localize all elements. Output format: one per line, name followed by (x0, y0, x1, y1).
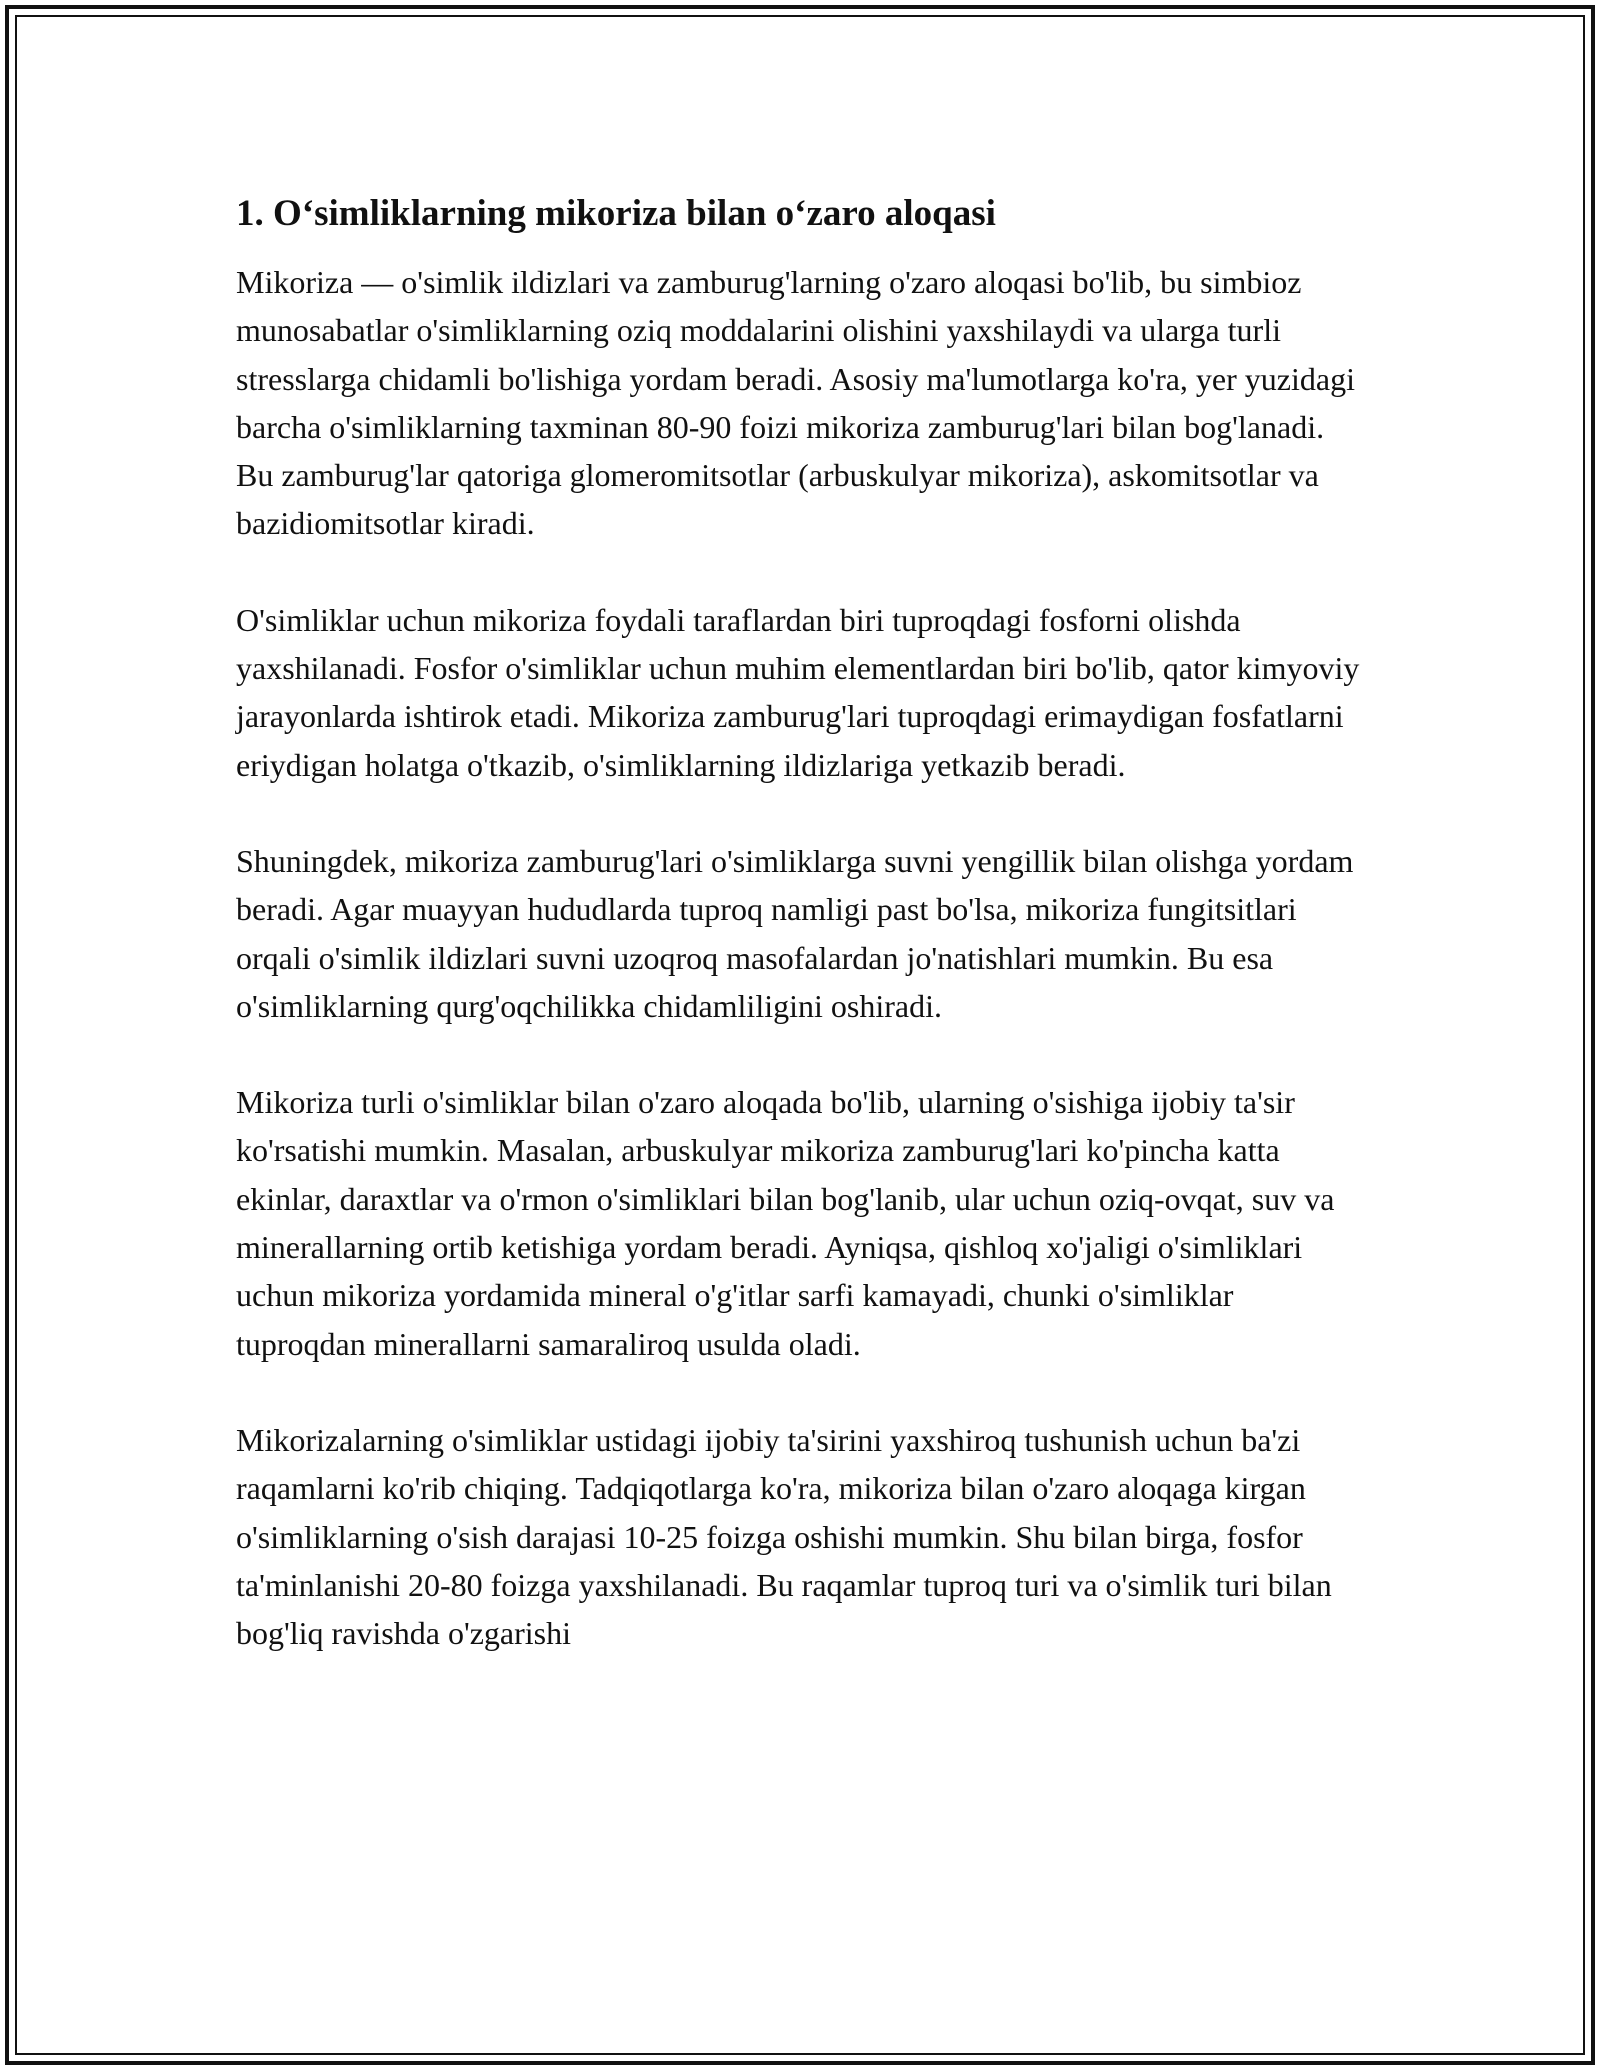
paragraph-5: Mikorizalarning o'simliklar ustidagi ijobiy ta'sirini yaxshiroq tushunish uchun ba'zi raqamlarni ko'rib chiqing. Tadqiqotlarga ko'ra, mikoriza bilan o'zaro aloqaga kirgan o'simliklarning o'sish darajasi 10-25 foizga oshishi mumkin. Shu bilan birga, fosfor ta'minlanishi 20-80 foizga yaxshilanadi. Bu raqamlar tuproq turi va o'simlik turi bilan bog'liq ravishda o'zgarishi (236, 1421, 1332, 1652)
section-heading: 1. O‘simliklarning mikoriza bilan o‘zaro aloqasi (236, 193, 996, 234)
paragraph-1: Mikoriza — o'simlik ildizlari va zamburug'larning o'zaro aloqasi bo'lib, bu simbioz munosabatlar o'simliklarning oziq moddalarini olishini yaxshilaydi va ularga turli stresslarga chidamli bo'lishiga yordam beradi. Asosiy ma'lumotlarga ko'ra, yer yuzidagi barcha o'simliklarning taxminan 80-90 foizi mikoriza zamburug'lari bilan bog'lanadi. Bu zamburug'lar qatoriga glomeromitsotlar (arbuskulyar mikoriza), askomitsotlar va bazidiomitsotlar kiradi. (236, 264, 1355, 542)
paragraph-4: Mikoriza turli o'simliklar bilan o'zaro aloqada bo'lib, ularning o'sishiga ijobiy ta'sir ko'rsatishi mumkin. Masalan, arbuskulyar mikoriza zamburug'lari ko'pincha katta ekinlar, daraxtlar va o'rmon o'simliklari bilan bog'lanib, ular uchun oziq-ovqat, suv va minerallarning ortib ketishiga yordam beradi. Ayniqsa, qishloq xo'jaligi o'simliklari uchun mikoriza yordamida mineral o'g'itlar sarfi kamayadi, chunki o'simliklar tuproqdan minerallarni samaraliroq usulda oladi. (236, 1084, 1335, 1362)
paragraph-3: Shuningdek, mikoriza zamburug'lari o'simliklarga suvni yengillik bilan olishga yordam beradi. Agar muayyan hududlarda tuproq namligi past bo'lsa, mikoriza fungitsitlari orqali o'simlik ildizlari suvni uzoqroq masofalardan jo'natishlari mumkin. Bu esa o'simliklarning qurg'oqchilikka chidamliligini oshiradi. (236, 842, 1354, 1024)
document-body (236, 190, 1366, 1705)
paragraph-2: O'simliklar uchun mikoriza foydali taraflardan biri tuproqdagi fosforni olishda yaxshilanadi. Fosfor o'simliklar uchun muhim elementlardan biri bo'lib, qator kimyoviy jarayonlarda ishtirok etadi. Mikoriza zamburug'lari tuproqdagi erimaydigan fosfatlarni eriydigan holatga o'tkazib, o'simliklarning ildizlariga yetkazib beradi. (236, 601, 1360, 783)
